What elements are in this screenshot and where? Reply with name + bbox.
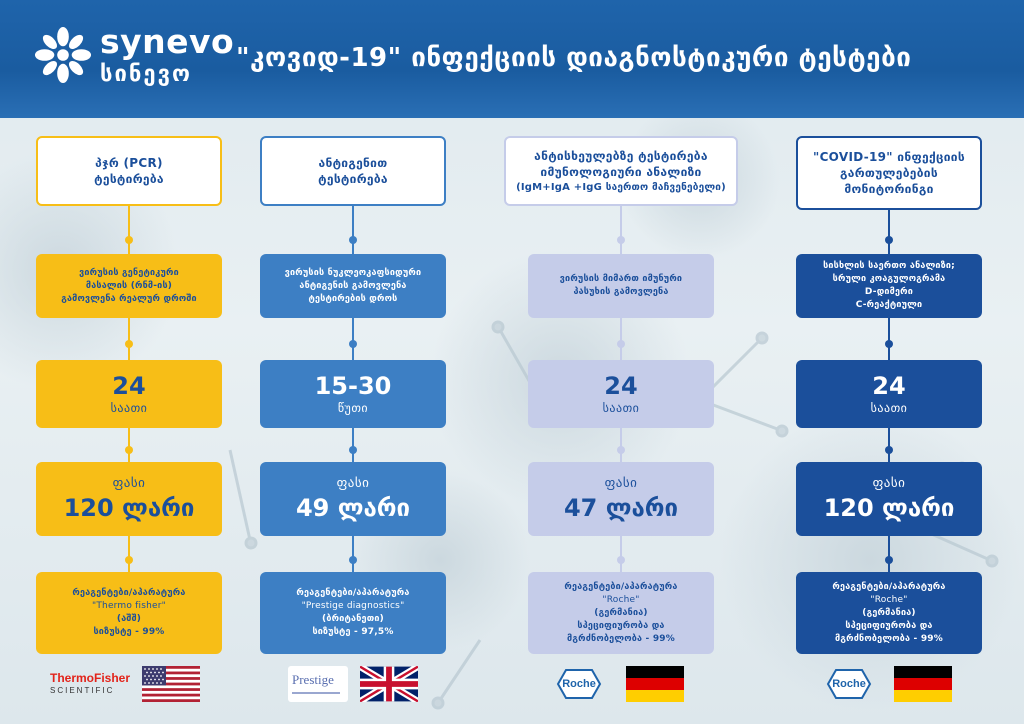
- monitoring-header-line-1: "COVID-19" ინფექციის: [813, 150, 965, 164]
- monitoring-time-value: 24: [872, 372, 906, 400]
- antigen-price-currency: ლარი: [337, 494, 411, 522]
- column-pcr: [36, 0, 222, 724]
- monitoring-description-line-1: სისხლის საერთო ანალიზი;: [823, 261, 955, 271]
- antigen-price-label: ფასი: [336, 476, 370, 491]
- antibody-price-value: 47: [563, 494, 598, 522]
- antibody-reagent-line-5: მგრძნობელობა - 99%: [567, 633, 675, 644]
- antibody-time-box: [528, 360, 714, 428]
- pcr-header-line-1: პჯრ (PCR): [95, 156, 163, 170]
- monitoring-header-line-2: გართულებების: [840, 166, 938, 180]
- pcr-description-line-1: ვირუსის გენეტიკური: [79, 267, 179, 278]
- pcr-description-line-3: გამოვლენა რეალურ დროში: [61, 293, 197, 304]
- pcr-time-unit: საათი: [110, 401, 148, 415]
- pcr-header-box: [36, 136, 222, 206]
- monitoring-price-currency: ლარი: [882, 494, 955, 522]
- monitoring-price-box: [796, 462, 982, 536]
- antigen-price-box: [260, 462, 446, 536]
- germany-flag-icon: [894, 666, 952, 702]
- antigen-reagent-line-1: რეაგენტები/აპარატურა: [296, 588, 410, 598]
- monitoring-time-unit: საათი: [870, 401, 908, 415]
- monitoring-reagent-line-1: რეაგენტები/აპარატურა: [832, 581, 946, 592]
- monitoring-reagent-line-4: სპეციფიურობა და: [845, 620, 933, 631]
- antibody-price-label: ფასი: [604, 476, 638, 491]
- pcr-price-label: ფასი: [112, 476, 146, 491]
- pcr-price-currency: ლარი: [122, 494, 195, 522]
- antigen-reagent-box: [260, 572, 446, 654]
- antibody-time-unit: საათი: [602, 401, 640, 415]
- monitoring-price-value: 120: [823, 494, 874, 522]
- roche-logo: Roche: [822, 666, 876, 702]
- pcr-time-box: [36, 360, 222, 428]
- antibody-reagent-box: [528, 572, 714, 654]
- antibody-description-box: [528, 254, 714, 318]
- antibody-reagent-line-2: "Roche": [602, 594, 640, 605]
- prestige-logo: Prestige: [288, 666, 348, 702]
- antibody-header-line-1: ანტისხეულებზე ტესტირება: [534, 148, 708, 163]
- pcr-reagent-box: [36, 572, 222, 654]
- pcr-reagent-line-4: სიზუსტე - 99%: [93, 627, 165, 637]
- antigen-description-box: [260, 254, 446, 318]
- germany-flag-icon: [626, 666, 684, 702]
- antigen-description-line-2: ანტიგენის გამოვლენა: [299, 280, 407, 291]
- antibody-description-line-1: ვირუსის მიმართ იმუნური: [559, 274, 683, 284]
- column-monitoring: [796, 0, 982, 724]
- antigen-time-value: 15-30: [314, 372, 392, 400]
- antigen-description-line-3: ტესტირების დროს: [308, 293, 398, 304]
- pcr-price-value: 120: [63, 494, 114, 522]
- monitoring-time-box: [796, 360, 982, 428]
- brand-name-georgian: სინევო: [100, 62, 192, 87]
- antibody-header-line-2: იმუნოლოგიური ანალიზი: [540, 164, 702, 179]
- monitoring-reagent-box: [796, 572, 982, 654]
- pcr-header-line-2: ტესტირება: [94, 172, 164, 186]
- antigen-header-line-2: ტესტირება: [318, 172, 388, 186]
- uk-flag-icon: [360, 666, 418, 702]
- antigen-price-value: 49: [295, 494, 330, 522]
- antibody-header-box: [504, 136, 738, 206]
- antibody-header-subtitle: (IgM+IgA +IgG საერთო მაჩვენებელი): [516, 181, 726, 193]
- antibody-reagent-line-4: სპეციფიურობა და: [577, 620, 665, 631]
- antigen-reagent-line-3: (ბრიტანეთი): [322, 614, 384, 624]
- antibody-price-currency: ლარი: [605, 494, 679, 522]
- thermofisher-logo: ThermoFisher SCIENTIFIC: [50, 671, 131, 695]
- monitoring-description-line-4: C-რეაქტიული: [855, 300, 923, 310]
- antigen-header-box: [260, 136, 446, 206]
- antibody-reagent-line-3: (გერმანია): [594, 607, 648, 618]
- column-antibody: [516, 0, 726, 724]
- antigen-header-line-1: ანტიგენით: [318, 156, 388, 170]
- pcr-time-value: 24: [112, 372, 146, 400]
- pcr-reagent-line-3: (აშშ): [116, 614, 142, 624]
- antibody-price-box: [528, 462, 714, 536]
- pcr-description-line-2: მასალის (რნმ-ის): [85, 280, 173, 291]
- antibody-time-value: 24: [604, 372, 638, 400]
- antibody-description-line-2: პასუხის გამოვლენა: [573, 287, 669, 297]
- antigen-time-unit: წუთი: [337, 401, 369, 415]
- monitoring-price-label: ფასი: [872, 476, 906, 491]
- monitoring-reagent-line-5: მგრძნობელობა - 99%: [835, 633, 943, 644]
- page-title: "კოვიდ-19" ინფექციის დიაგნოსტიკური ტესტები: [236, 43, 912, 73]
- antibody-reagent-line-1: რეაგენტები/აპარატურა: [564, 581, 678, 592]
- roche-logo: Roche: [552, 666, 606, 702]
- pcr-description-box: [36, 254, 222, 318]
- antigen-reagent-line-2: "Prestige diagnostics": [301, 601, 405, 611]
- pcr-price-box: [36, 462, 222, 536]
- monitoring-reagent-line-2: "Roche": [870, 594, 908, 605]
- antigen-time-box: [260, 360, 446, 428]
- pcr-reagent-line-2: "Thermo fisher": [92, 601, 166, 611]
- monitoring-description-line-2: სრული კოაგულოგრამა: [832, 274, 946, 284]
- pcr-reagent-line-1: რეაგენტები/აპარატურა: [72, 588, 186, 598]
- column-antigen: [260, 0, 446, 724]
- antigen-description-line-1: ვირუსის ნუკლეოკაფსიდური: [284, 267, 422, 278]
- monitoring-reagent-line-3: (გერმანია): [862, 607, 916, 618]
- monitoring-description-line-3: D-დიმერი: [864, 287, 914, 297]
- antigen-reagent-line-4: სიზუსტე - 97,5%: [312, 627, 394, 637]
- monitoring-header-box: [796, 136, 982, 210]
- monitoring-description-box: [796, 254, 982, 318]
- monitoring-header-line-3: მონიტორინგი: [844, 182, 934, 196]
- brand-name-latin: synevo: [100, 22, 235, 61]
- usa-flag-icon: [142, 666, 200, 702]
